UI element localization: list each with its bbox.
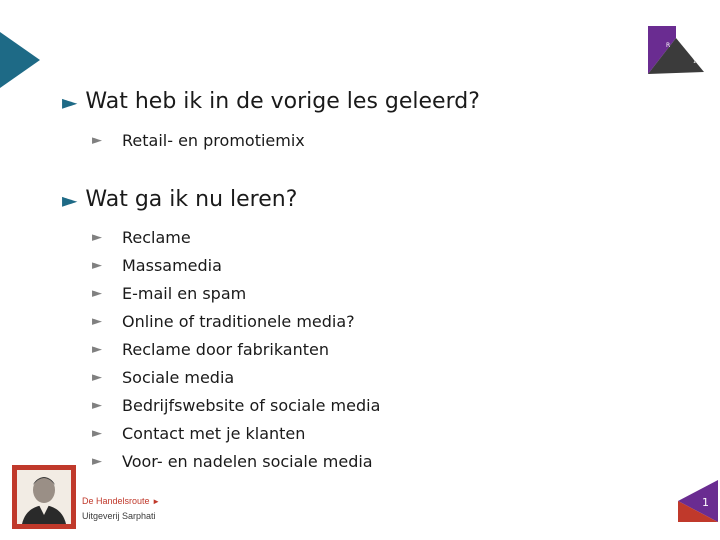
badge-bottom-letter: 1	[693, 59, 697, 65]
list-item	[92, 251, 380, 279]
triangle-right-icon: ►	[152, 497, 160, 506]
triangle-right-icon: ►	[92, 285, 102, 301]
list-item-text: Retail- en promotiemix	[122, 130, 305, 150]
list-item-text: Massamedia	[122, 255, 222, 275]
triangle-right-icon: ►	[62, 89, 78, 114]
triangle-right-icon: ►	[62, 187, 78, 212]
list-item	[92, 419, 380, 447]
publisher-line-2: Uitgeverij Sarphati	[82, 511, 156, 521]
triangle-right-icon: ►	[92, 229, 102, 245]
badge-top-letter: R	[666, 42, 671, 49]
portrait-logo	[12, 465, 76, 529]
list-item	[92, 335, 380, 363]
page-number-badge	[678, 480, 720, 522]
triangle-right-icon: ►	[92, 425, 102, 441]
previous-lesson-list	[92, 126, 305, 154]
corner-triangle-decoration	[0, 32, 42, 88]
list-item	[92, 391, 380, 419]
triangle-right-icon: ►	[92, 453, 102, 469]
section-heading-previous	[62, 89, 480, 114]
section-heading-next	[62, 187, 297, 212]
list-item-text: Reclame	[122, 227, 191, 247]
list-item	[92, 447, 380, 475]
list-item	[92, 126, 305, 154]
list-item-text: E-mail en spam	[122, 283, 247, 303]
triangle-right-icon: ►	[92, 397, 102, 413]
triangle-right-icon: ►	[92, 341, 102, 357]
triangle-right-icon: ►	[92, 369, 102, 385]
triangle-right-icon: ►	[92, 313, 102, 329]
list-item	[92, 279, 380, 307]
list-item-text: Bedrijfswebsite of sociale media	[122, 395, 381, 415]
corner-badge	[648, 26, 706, 76]
list-item-text: Voor- en nadelen sociale media	[122, 451, 373, 471]
list-item	[92, 307, 380, 335]
heading-text: Wat heb ik in de vorige les geleerd?	[85, 89, 480, 114]
list-item-text: Online of traditionele media?	[122, 311, 355, 331]
publisher-line-1: De Handelsroute ►	[82, 496, 160, 506]
list-item-text: Sociale media	[122, 367, 235, 387]
list-item-text: Contact met je klanten	[122, 423, 306, 443]
list-item-text: Reclame door fabrikanten	[122, 339, 330, 359]
heading-text: Wat ga ik nu leren?	[85, 187, 298, 212]
list-item	[92, 363, 380, 391]
page-number: 1	[702, 496, 709, 509]
triangle-right-icon: ►	[92, 132, 102, 148]
list-item	[92, 223, 380, 251]
next-lesson-list	[92, 223, 380, 475]
triangle-right-icon: ►	[92, 257, 102, 273]
